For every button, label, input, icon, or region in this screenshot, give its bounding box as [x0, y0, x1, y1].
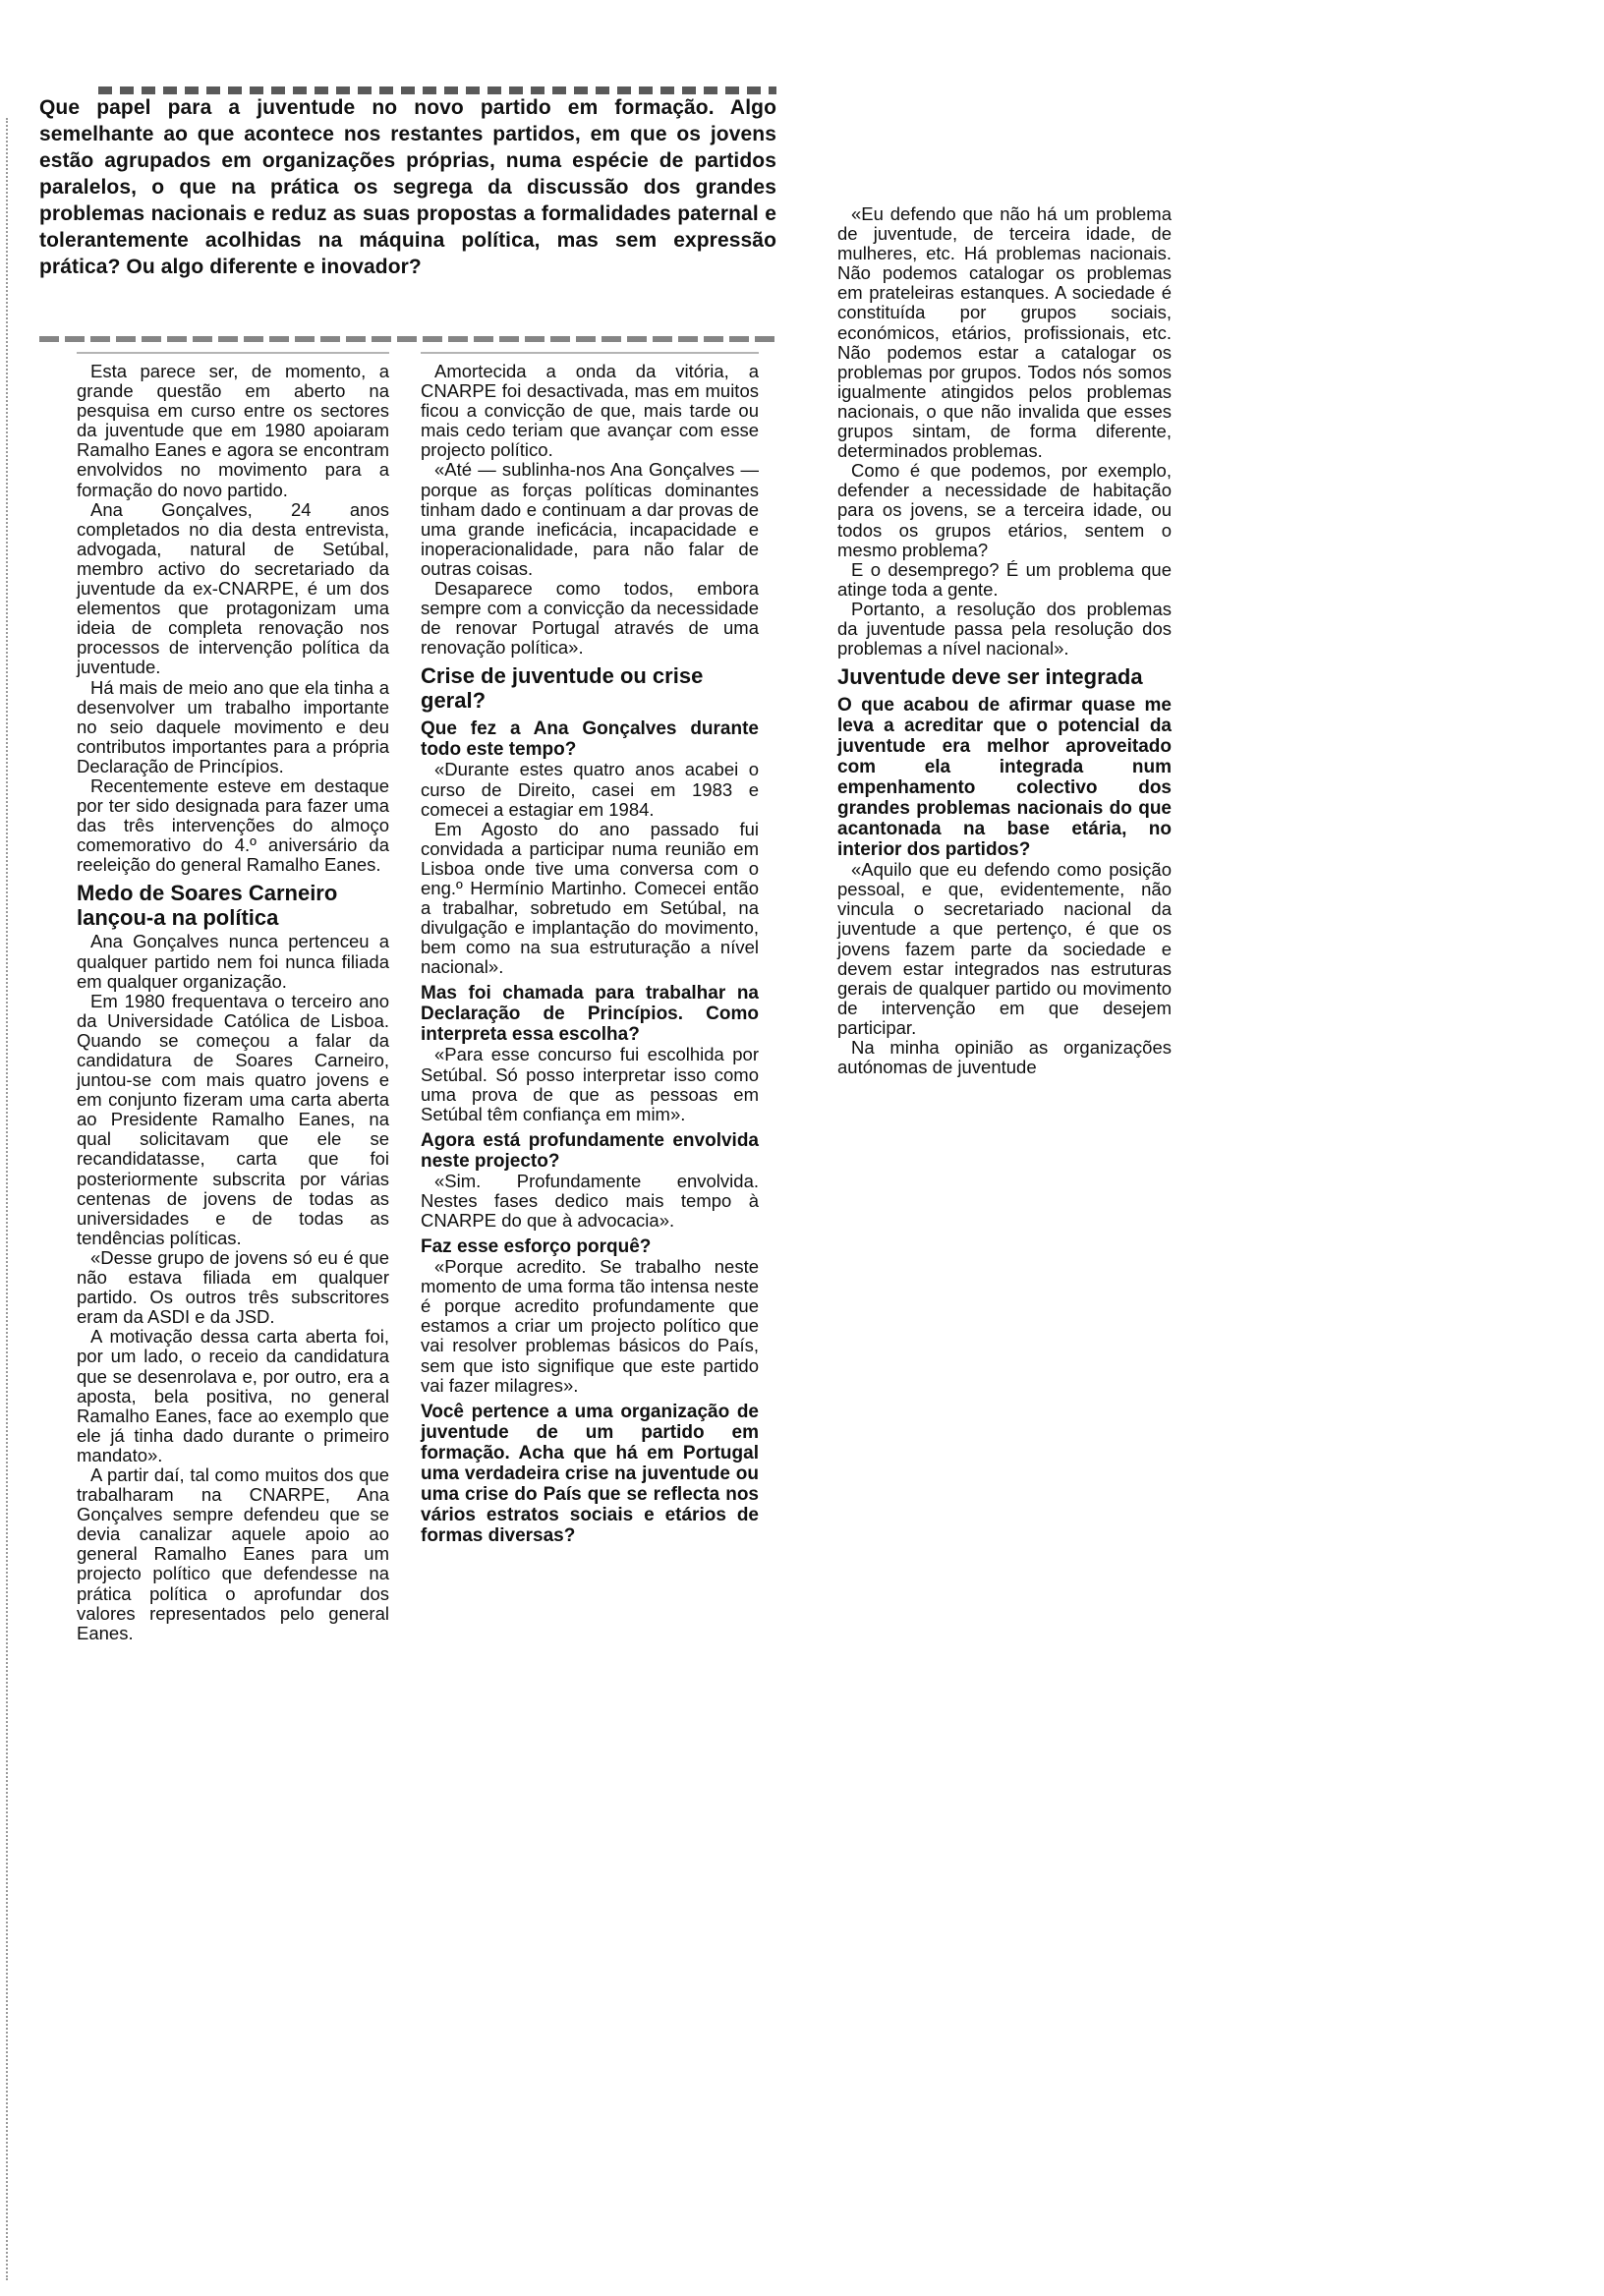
paragraph: «Aquilo que eu defendo como posição pessoal, e que, evidentemente, não vincula o secretariado nacional da juventude a que pertenço, é que os jovens fazem parte da sociedade e devem estar integrados nas estruturas gerais de qualquer partido ou movimento de intervenção em que desejem participar. [837, 859, 1172, 1038]
interview-question: Você pertence a uma organização de juventude de um partido em formação. Acha que há em Portugal uma verdadeira crise na juventude ou uma crise do País que se reflecta nos vários estratos sociais e etários de formas diversas? [421, 1401, 759, 1546]
paragraph: «Durante estes quatro anos acabei o curso de Direito, casei em 1983 e comecei a estagiar em 1984. [421, 759, 759, 820]
paragraph: E o desemprego? É um problema que atinge toda a gente. [837, 558, 1172, 600]
paragraph: «Porque acredito. Se trabalho neste momento de uma forma tão intensa neste é porque acredito profundamente que estamos a criar um projecto político que vai resolver problemas básicos do País, sem que isto signifique que este partido vai fazer milagres». [421, 1256, 759, 1396]
column-rule [421, 352, 759, 354]
paragraph: Na minha opinião as organizações autónomas de juventude [837, 1037, 1172, 1078]
column-3 [837, 204, 1172, 1077]
paragraph: Portanto, a resolução dos problemas da juventude passa pela resolução dos problemas a nível nacional». [837, 598, 1172, 660]
section-heading: Medo de Soares Carneiro lançou-a na política [77, 881, 338, 931]
interview-question: Mas foi chamada para trabalhar na Declaração de Princípios. Como interpreta essa escolha? [421, 983, 759, 1046]
column-2 [421, 362, 759, 1546]
lead-text: Que papel para a juventude no novo partido em formação. Algo semelhante ao que acontece nos restantes partidos, em que os jovens estão agrupados em organizações próprias, numa espécie de partidos paralelos, o que na prática os segrega da discussão dos grandes problemas nacionais e reduz as suas propostas a formalidades paternal e tolerantemente acolhidas na máquina política, mas sem expressão prática? Ou algo diferente e inovador? [39, 96, 776, 278]
paragraph: «Até — sublinha-nos Ana Gonçalves — porque as forças políticas dominantes tinham dado e continuam a dar provas de uma grande ineficácia, incapacidade e inoperacionalidade, para não falar de outras coisas. [421, 459, 759, 579]
section-heading: Crise de juventude ou crise geral? [421, 663, 704, 714]
paragraph: Amortecida a onda da vitória, a CNARPE foi desactivada, mas em muitos ficou a convicção de que, mais tarde ou mais cedo teriam que avançar com esse projecto político. [421, 361, 759, 461]
paragraph: Ana Gonçalves, 24 anos completados no dia desta entrevista, advogada, natural de Setúbal, membro activo do secretariado da juventude da ex-CNARPE, é um dos elementos que protagonizam uma ideia de completa renovação nos processos de intervenção política da juventude. [77, 498, 389, 678]
scan-noise [98, 86, 776, 94]
scan-noise [39, 336, 776, 342]
paragraph: Desaparece como todos, embora sempre com a convicção da necessidade de renovar Portugal através de uma renovação política». [421, 578, 759, 659]
paragraph: Em 1980 frequentava o terceiro ano da Universidade Católica de Lisboa. Quando se começou a falar da candidatura de Soares Carneiro, juntou-se com mais quatro jovens e em conjunto fizeram uma carta aberta ao Presidente Ramalho Eanes, na qual solicitavam que ele se recandidatasse, carta que foi posteriormente subscrita por várias centenas de jovens de todas as universidades e de todas as tendências políticas. [77, 990, 389, 1248]
paragraph: Como é que podemos, por exemplo, defender a necessidade de habitação para os jovens, se a terceira idade, ou todos os grupos etários, sentem o mesmo problema? [837, 460, 1172, 560]
column-rule [77, 352, 389, 354]
interview-question: O que acabou de afirmar quase me leva a acreditar que o potencial da juventude era melhor aproveitado com ela integrada num empenhamento colectivo dos grandes problemas nacionais do que acantonada na base etária, no interior dos partidos? [837, 695, 1172, 861]
paragraph: Recentemente esteve em destaque por ter sido designada para fazer uma das três intervenções do almoço comemorativo do 4.º aniversário da reeleição do general Ramalho Eanes. [77, 775, 389, 876]
paragraph: «Para esse concurso fui escolhida por Setúbal. Só posso interpretar isso como uma prova de que as pessoas em Setúbal têm confiança em mim». [421, 1044, 759, 1124]
paragraph: «Desse grupo de jovens só eu é que não estava filiada em qualquer partido. Os outros três subscritores eram da ASDI e da JSD. [77, 1246, 389, 1328]
section-heading: Juventude deve ser integrada [837, 664, 1143, 690]
paragraph: Ana Gonçalves nunca pertenceu a qualquer partido nem foi nunca filiada em qualquer organização. [77, 931, 389, 992]
paragraph: «Eu defendo que não há um problema de juventude, de terceira idade, de mulheres, etc. Há problemas nacionais. Não podemos catalogar os problemas em prateleiras estanques. A sociedade é constituída por grupos sociais, económicos, etários, profissionais, etc. Não podemos estar a catalogar os problemas por grupos. Todos nós somos igualmente atingidos pelos problemas nacionais, o que não invalida que esses grupos sintam, de forma diferente, determinados problemas. [837, 203, 1172, 462]
paragraph: A motivação dessa carta aberta foi, por um lado, o receio da candidatura que se desenrolava e, por outro, era a aposta, bela positiva, no general Ramalho Eanes, face ao exemplo que ele já tinha dado durante o primeiro mandato». [77, 1326, 389, 1465]
paragraph: Em Agosto do ano passado fui convidada a participar numa reunião em Lisboa onde tive uma conversa com o eng.º Hermínio Martinho. Comecei então a trabalhar, sobretudo em Setúbal, na divulgação e implantação do movimento, bem como na sua estruturação a nível nacional». [421, 818, 759, 978]
paragraph: «Sim. Profundamente envolvida. Nestes fases dedico mais tempo à CNARPE do que à advocacia». [421, 1170, 759, 1231]
interview-question: Que fez a Ana Gonçalves durante todo este tempo? [421, 718, 759, 761]
scan-edge [6, 118, 8, 2280]
paragraph: A partir daí, tal como muitos dos que trabalharam na CNARPE, Ana Gonçalves sempre defendeu que se devia canalizar aquele apoio ao general Ramalho Eanes para um projecto político que defendesse na prática política o aprofundar dos valores representados pelo general Eanes. [77, 1464, 389, 1643]
interview-question: Agora está profundamente envolvida neste projecto? [421, 1129, 759, 1172]
column-1 [77, 362, 389, 1643]
lead-paragraph [39, 94, 776, 342]
paragraph: Há mais de meio ano que ela tinha a desenvolver um trabalho importante no seio daquele movimento e deu contributos importantes para a própria Declaração de Princípios. [77, 676, 389, 776]
interview-question: Faz esse esforço porquê? [421, 1236, 652, 1258]
paragraph: Esta parece ser, de momento, a grande questão em aberto na pesquisa em curso entre os sectores da juventude que em 1980 apoiaram Ramalho Eanes e agora se encontram envolvidos no movimento para a formação do novo partido. [77, 361, 389, 500]
